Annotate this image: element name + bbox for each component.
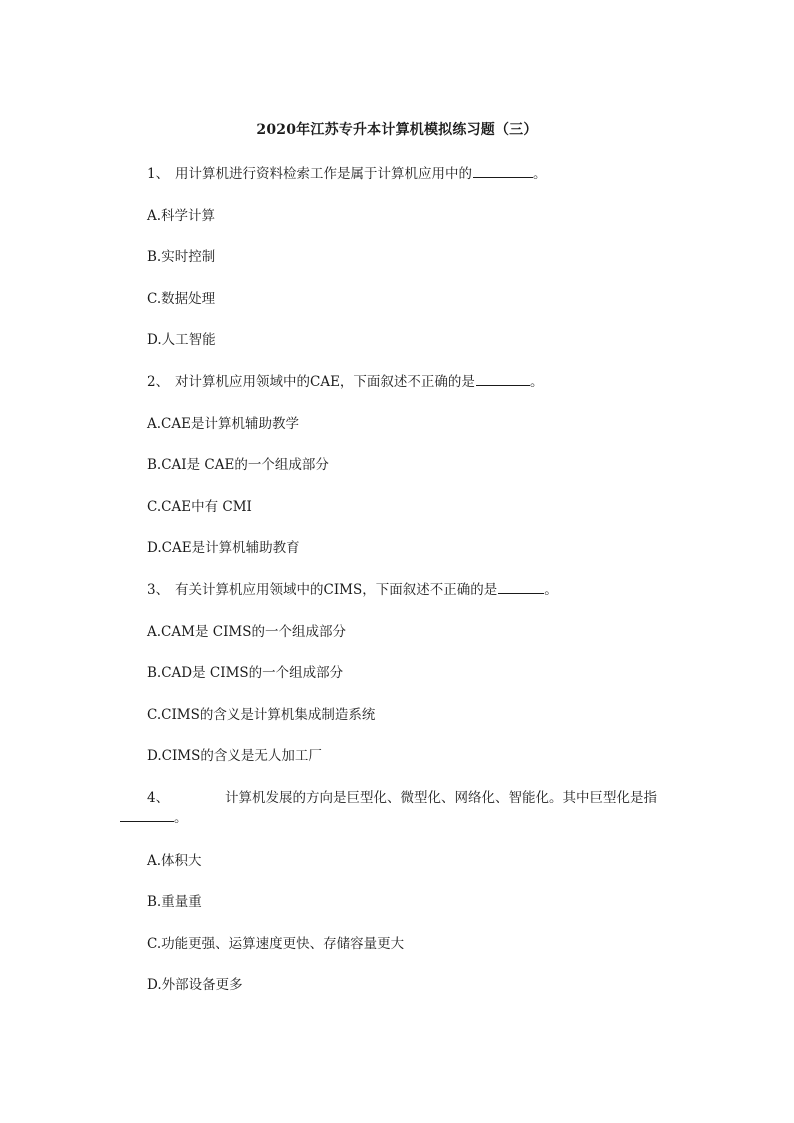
option-c: C.CIMS的含义是计算机集成制造系统 bbox=[147, 707, 376, 723]
option-b: B.CAI是 CAE的一个组成部分 bbox=[147, 457, 329, 473]
option-a: A.CAM是 CIMS的一个组成部分 bbox=[147, 624, 346, 640]
question-number: 3、 bbox=[147, 582, 170, 598]
question-end: 。 bbox=[544, 582, 558, 598]
answer-blank bbox=[473, 164, 533, 178]
option-c: C.数据处理 bbox=[147, 291, 216, 307]
question-4-continuation bbox=[119, 806, 188, 826]
option-d: D.CAE是计算机辅助教育 bbox=[147, 540, 300, 556]
option-b: B.重量重 bbox=[147, 894, 202, 910]
answer-blank bbox=[476, 372, 530, 386]
option-c: C.功能更强、运算速度更快、存储容量更大 bbox=[147, 936, 405, 952]
option-d: D.外部设备更多 bbox=[147, 977, 243, 993]
question-end: 。 bbox=[533, 166, 547, 182]
option-a: A.科学计算 bbox=[147, 208, 216, 224]
question-number: 4、 bbox=[147, 790, 170, 806]
answer-blank bbox=[498, 580, 544, 594]
question-text: 对计算机应用领域中的CAE，下面叙述不正确的是 bbox=[175, 374, 475, 390]
question-number: 1、 bbox=[147, 166, 170, 182]
question-2 bbox=[147, 370, 543, 390]
option-b: B.实时控制 bbox=[147, 249, 216, 265]
option-c: C.CAE中有 CMI bbox=[147, 499, 252, 515]
option-a: A.体积大 bbox=[147, 853, 202, 869]
question-1 bbox=[147, 162, 547, 182]
question-3 bbox=[147, 578, 558, 598]
option-a: A.CAE是计算机辅助教学 bbox=[147, 416, 299, 432]
option-b: B.CAD是 CIMS的一个组成部分 bbox=[147, 665, 344, 681]
question-number: 2、 bbox=[147, 374, 170, 390]
question-end: 。 bbox=[529, 374, 544, 390]
question-end: 。 bbox=[174, 810, 188, 826]
option-d: D.CIMS的含义是无人加工厂 bbox=[147, 748, 322, 764]
question-text: 计算机发展的方向是巨型化、微型化、网络化、智能化。其中巨型化是指 bbox=[225, 790, 657, 806]
option-d: D.人工智能 bbox=[147, 332, 216, 348]
question-text: 用计算机进行资料检索工作是属于计算机应用中的 bbox=[175, 166, 472, 182]
question-text: 有关计算机应用领域中的CIMS，下面叙述不正确的是 bbox=[175, 582, 498, 598]
answer-blank bbox=[120, 808, 174, 822]
document-title: 2020年江苏专升本计算机模拟练习题（三） bbox=[256, 122, 538, 138]
question-4 bbox=[147, 786, 657, 806]
